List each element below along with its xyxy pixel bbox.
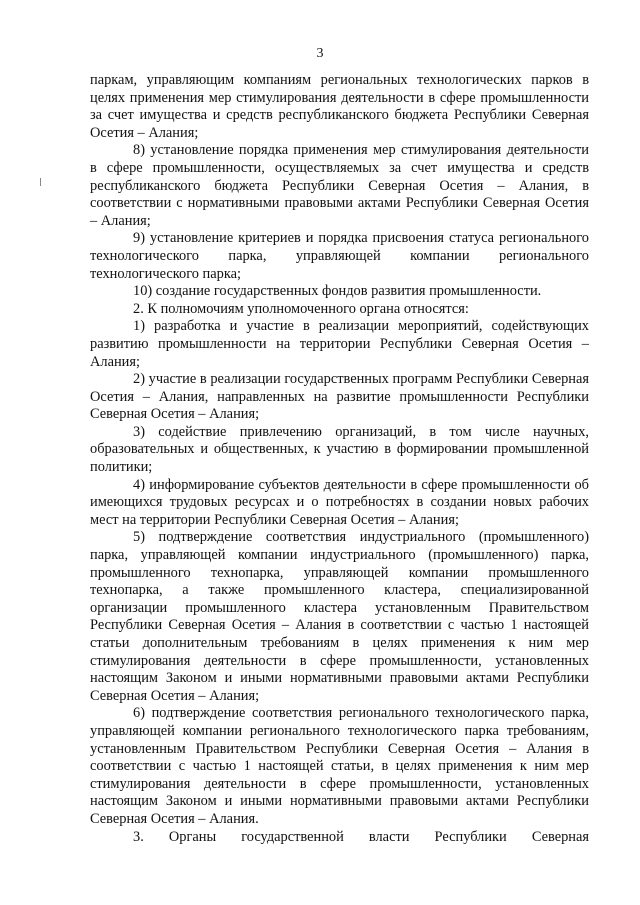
paragraph-part-2-item-5: 5) подтверждение соответствия индустриального (промышленного) парка, управляющей компании индустриального (промышленного) парка, промышленного технопарка, управляющей компании промышленного технопарка, а также промышленного кластера, специализированной организации промышленного кластера установленным Правительством Республики Северная Осетия – Алания в соответствии с частью 1 настоящей статьи дополнительным требованиям в целях применения к ним мер стимулирования деятельности в сфере промышленности, установленных настоящим Законом и иными нормативными правовыми актами Республики Северная Осетия – Алания; <box>90 529 589 704</box>
paragraph-continuation: паркам, управляющим компаниям региональных технологических парков в целях применения мер стимулирования деятельности в сфере промышленности за счет имущества и средств республиканского бюджета Республики Северная Осетия – Алания; <box>90 72 589 141</box>
paragraph-item-9: 9) установление критериев и порядка присвоения статуса регионального технологического парка, управляющей компании регионального технологического парка; <box>90 230 589 282</box>
paragraph-part-2-item-4: 4) информирование субъектов деятельности в сфере промышленности об имеющихся трудовых ресурсах и о потребностях в создании новых рабочих мест на территории Республики Северная Осетия – Алания; <box>90 476 589 528</box>
document-body <box>90 72 589 846</box>
margin-scan-mark <box>40 178 41 186</box>
paragraph-part-2-item-6: 6) подтверждение соответствия регионального технологического парка, управляющей компании регионального технологического парка требованиям, установленным Правительством Республики Северная Осетия – Алания в соответствии с частью 1 настоящей статьи, в целях применения к ним мер стимулирования деятельности в сфере промышленности, установленных настоящим Законом и иными нормативными правовыми актами Республики Северная Осетия – Алания. <box>90 705 589 827</box>
paragraph-part-3-start: 3. Органы государственной власти Республики Северная <box>133 828 589 845</box>
paragraph-part-2-heading: 2. К полномочиям уполномоченного органа относятся: <box>133 300 469 317</box>
paragraph-item-8: 8) установление порядка применения мер стимулирования деятельности в сфере промышленности, осуществляемых за счет имущества и средств республиканского бюджета Республики Северная Осетия – Алания, в соответствии с нормативными правовыми актами Республики Северная Осетия – Алания; <box>90 142 589 229</box>
paragraph-item-10: 10) создание государственных фондов развития промышленности. <box>133 283 542 300</box>
paragraph-part-2-item-1: 1) разработка и участие в реализации мероприятий, содействующих развитию промышленности на территории Республики Северная Осетия – Алания; <box>90 318 589 370</box>
page-number: 3 <box>316 46 324 61</box>
paragraph-part-2-item-2: 2) участие в реализации государственных программ Республики Северная Осетия – Алания, направленных на развитие промышленности Республики Северная Осетия – Алания; <box>90 371 589 423</box>
paragraph-part-2-item-3: 3) содействие привлечению организаций, в том числе научных, образовательных и общественных, к участию в формировании промышленной политики; <box>90 423 589 476</box>
